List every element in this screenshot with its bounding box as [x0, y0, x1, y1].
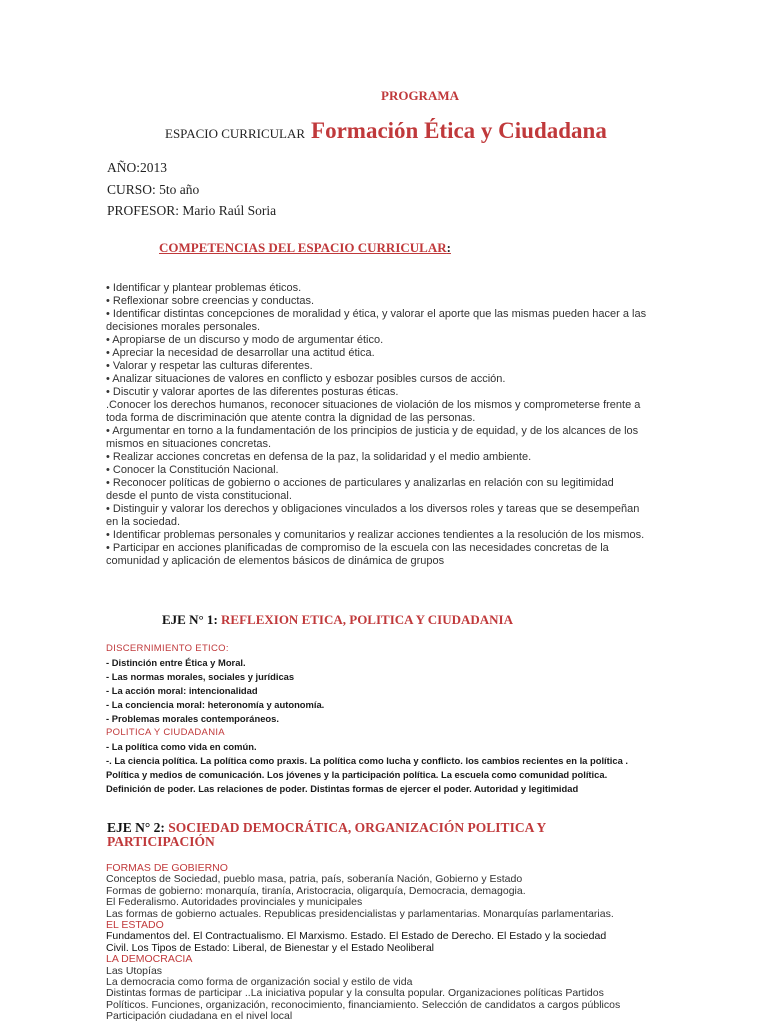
eje1-content — [106, 642, 726, 796]
list-item: Definición de poder. Las relaciones de poder. Distintas formas de ejercer el poder. Autoridad y legitimidad — [106, 783, 579, 794]
eje1-subheading: DISCERNIMIENTO ETICO: — [106, 643, 229, 654]
competencia-line: en la sociedad. — [106, 516, 180, 528]
text-line: Civil. Los Tipos de Estado: Liberal, de Bienestar y el Estado Neoliberal — [106, 941, 435, 954]
espacio-label: ESPACIO CURRICULAR — [165, 126, 306, 141]
competencia-line: • Reconocer políticas de gobierno o acciones de particulares y analizarlas en relación con su legitimidad — [106, 477, 614, 489]
competencia-line: • Apreciar la necesidad de desarrollar una actitud ética. — [106, 347, 375, 359]
competencia-line: mismos en situaciones concretas. — [106, 438, 272, 450]
competencia-line: • Valorar y respetar las culturas diferentes. — [106, 360, 313, 372]
text-line: Fundamentos del. El Contractualismo. El Marxismo. Estado. El Estado de Derecho. El Estado y la sociedad — [106, 930, 607, 943]
eje2-heading — [107, 821, 567, 849]
text-line: Las Utopías — [106, 964, 163, 977]
text-line: Participación ciudadana en el nivel local — [106, 1010, 293, 1023]
eje2-label: EJE N° 2: — [107, 820, 169, 835]
competencia-line: • Analizar situaciones de valores en conflicto y esbozar posibles cursos de acción. — [106, 373, 506, 385]
list-item: - La política como vida en común. — [106, 741, 257, 752]
program-heading: PROGRAMA — [381, 88, 459, 103]
text-line: La democracia como forma de organización social y estilo de vida — [106, 976, 413, 989]
competencia-line: • Apropiarse de un discurso y modo de argumentar ético. — [106, 334, 384, 346]
competencia-line: comunidad y aplicación de elementos básicos de dinámica de grupos — [106, 555, 445, 567]
competencia-line: • Identificar distintas concepciones de moralidad y ética, y valorar el aporte que las mismas pueden hacer a las — [106, 308, 647, 320]
competencia-line: • Discutir y valorar aportes de las diferentes posturas éticas. — [106, 386, 399, 398]
course-title: Formación Ética y Ciudadana — [311, 118, 607, 143]
list-item: - Las normas morales, sociales y jurídicas — [106, 671, 295, 682]
eje1-subheading: POLITICA Y CIUDADANIA — [106, 727, 225, 738]
estado-heading: EL ESTADO — [106, 919, 164, 932]
list-item: - La acción moral: intencionalidad — [106, 685, 258, 696]
eje1-heading — [162, 612, 513, 628]
eje1-separator: : — [213, 612, 222, 627]
competencias-heading — [159, 240, 451, 256]
competencia-line: • Realizar acciones concretas en defensa de la paz, la solidaridad y el medio ambiente. — [106, 451, 532, 463]
text-line: Las formas de gobierno actuales. Republicas presidencialistas y parlamentarias. Monarquías parlamentarias. — [106, 907, 614, 920]
text-line: El Federalismo. Autoridades provinciales y municipales — [106, 896, 363, 909]
competencias-heading-text: COMPETENCIAS DEL ESPACIO CURRICULAR — [159, 240, 447, 255]
competencia-line: .Conocer los derechos humanos, reconocer situaciones de violación de los mismos y comprometerse frente a — [106, 399, 641, 411]
competencia-line: • Participar en acciones planificadas de compromiso de la escuela con las necesidades concretas de la — [106, 542, 609, 554]
text-line: Formas de gobierno: monarquía, tiranía, Aristocracia, oligarquía, Democracia, demagogia. — [106, 884, 526, 897]
course-line: CURSO: 5to año — [107, 182, 200, 197]
title-row — [165, 118, 607, 144]
year-line: AÑO:2013 — [107, 160, 167, 175]
text-line: Conceptos de Sociedad, pueblo masa, patria, país, soberanía Nación, Gobierno y Estado — [106, 873, 523, 886]
eje1-label: EJE N° 1 — [162, 612, 214, 627]
competencia-line: desde el punto de vista constitucional. — [106, 490, 292, 502]
formas-heading: FORMAS DE GOBIERNO — [106, 862, 228, 874]
eje2-content — [106, 863, 726, 1023]
competencias-colon: : — [446, 240, 451, 255]
eje2-title: SOCIEDAD DEMOCRÁTICA, ORGANIZACIÓN POLITICA Y PARTICIPACIÓN — [107, 820, 546, 849]
list-item: - Problemas morales contemporáneos. — [106, 713, 279, 724]
competencia-line: decisiones morales personales. — [106, 321, 261, 333]
list-item: - Distinción entre Ética y Moral. — [106, 657, 246, 668]
competencia-line: toda forma de discriminación que atente contra la dignidad de las personas. — [106, 412, 476, 424]
competencia-line: • Conocer la Constitución Nacional. — [106, 464, 279, 476]
list-item: - La conciencia moral: heteronomía y autonomía. — [106, 699, 325, 710]
list-item: -. La ciencia política. La política como praxis. La política como lucha y conflicto. los cambios recientes en la política . — [106, 755, 629, 766]
democracia-heading: LA DEMOCRACIA — [106, 953, 193, 966]
competencia-line: • Identificar problemas personales y comunitarios y realizar acciones tendientes a la resolución de los mismos. — [106, 529, 645, 541]
eje1-title: REFLEXION ETICA, POLITICA Y CIUDADANIA — [221, 612, 513, 627]
text-line: Políticos. Funciones, organización, reconocimiento, financiamiento. Selección de candidatos a cargos públicos — [106, 998, 621, 1011]
competencia-line: • Distinguir y valorar los derechos y obligaciones vinculados a los diversos roles y tareas que se desempeñan — [106, 503, 640, 515]
competencia-line: • Identificar y plantear problemas éticos. — [106, 282, 302, 294]
teacher-line: PROFESOR: Mario Raúl Soria — [107, 203, 277, 218]
competencia-line: • Argumentar en torno a la fundamentación de los principios de justicia y de equidad, y de los alcances de los — [106, 425, 639, 437]
list-item: Política y medios de comunicación. Los jóvenes y la participación política. La escuela como comunidad política. — [106, 769, 608, 780]
text-line: Distintas formas de participar ..La iniciativa popular y la consulta popular. Organizaciones políticas Partidos — [106, 987, 604, 1000]
competencias-list — [106, 282, 696, 568]
competencia-line: • Reflexionar sobre creencias y conductas. — [106, 295, 315, 307]
